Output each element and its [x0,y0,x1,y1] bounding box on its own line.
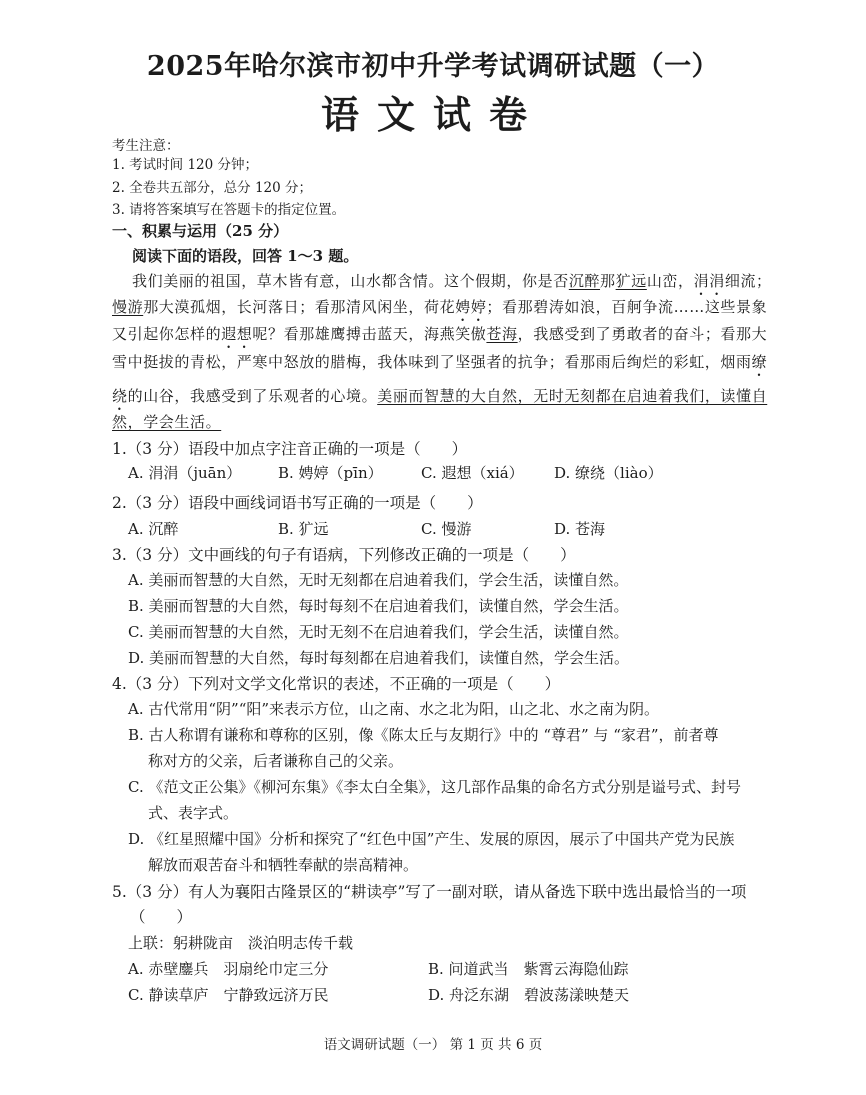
q4-option-b-line1: B. 古人称谓有谦称和尊称的区别，像《陈太丘与友期行》中的 “尊君” 与 “家君”，前者尊 [128,726,719,744]
exam-subtitle: 语文试卷 [320,92,545,137]
section-instruction: 阅读下面的语段，回答 1～3 题。 [132,247,359,265]
q4-option-c-line2: 式、表字式。 [148,804,239,822]
q1-stem: 1.（3 分）语段中加点字注音正确的一项是（ ） [112,440,468,458]
notice-item-1: 1. 考试时间 120 分钟； [112,157,259,173]
q1-option-a: A. 涓涓（juān） [128,464,242,482]
q5-answer-paren: （ ） [130,908,193,926]
q4-option-a: A. 古代常用“阴”“阳”来表示方位，山之南、水之北为阳，山之北、水之南为阴。 [128,700,660,718]
passage-line-6: 然，学会生活。 [112,413,222,431]
q4-option-b-line2: 称对方的父亲，后者谦称自己的父亲。 [148,752,404,770]
passage-line-5: 绕的山谷，我感受到了乐观者的心境。美丽而智慧的大自然，无时无刻都在启迪着我们，读懂自 [112,387,768,405]
q2-option-d: D. 苍海 [554,520,606,538]
word-liao: 缭 [751,353,768,371]
word-manyou: 慢游 [112,298,144,316]
q3-option-d: D. 美丽而智慧的大自然，每时每刻都在启迪着我们，读懂自然，学会生活。 [128,649,630,667]
q5-option-b: B. 问道武当 紫霄云海隐仙踪 [428,960,629,978]
underlined-sentence: 美丽而智慧的大自然，无时无刻都在启迪着我们，读懂自 [377,387,768,405]
word-canghai: 苍海 [486,325,518,343]
q2-option-b: B. 犷远 [278,520,329,538]
q5-upper-couplet: 上联：躬耕陇亩 淡泊明志传千载 [128,934,354,952]
passage-line-3: 又引起你怎样的遐想呢？看那雄鹰搏击蓝天，海燕笑傲苍海，我感受到了勇敢者的奋斗；看那大 [112,325,768,343]
q1-option-c: C. 遐想（xiá） [421,464,524,482]
notice-item-2: 2. 全卷共五部分，总分 120 分； [112,180,313,196]
section-heading: 一、积累与运用（25 分） [112,222,289,240]
q1-option-b: B. 娉婷（pīn） [278,464,383,482]
q1-option-d: D. 缭绕（liào） [554,464,663,482]
q5-option-c: C. 静读草庐 宁静致远济万民 [128,986,329,1004]
word-juanjuan: 涓涓 [693,272,725,290]
q2-option-c: C. 慢游 [421,520,472,538]
q3-option-b: B. 美丽而智慧的大自然，每时每刻不在启迪着我们，读懂自然，学会生活。 [128,597,629,615]
notice-item-3: 3. 请将答案填写在答题卡的指定位置。 [112,202,346,218]
q2-stem: 2.（3 分）语段中画线词语书写正确的一项是（ ） [112,494,483,512]
q3-option-a: A. 美丽而智慧的大自然，无时无刻都在启迪着我们，学会生活，读懂自然。 [128,571,629,589]
notice-heading: 考生注意： [112,138,180,154]
q5-option-d: D. 舟泛东湖 碧波荡漾映楚天 [428,986,630,1004]
word-xiaxiang: 遐想 [221,325,253,343]
exam-title: 2025年哈尔滨市初中升学考试调研试题（一） [146,51,720,82]
q5-option-a: A. 赤壁鏖兵 羽扇纶巾定三分 [128,960,329,978]
q3-option-c: C. 美丽而智慧的大自然，无时无刻不在启迪着我们，学会生活，读懂自然。 [128,623,629,641]
q4-option-d-line2: 解放而艰苦奋斗和牺牲奉献的崇高精神。 [148,856,419,874]
passage-line-4: 雪中挺拔的青松，严寒中怒放的腊梅，我体味到了坚强者的抗争；看那雨后绚烂的彩虹，烟雨缭 [112,353,768,371]
passage-line-2: 慢游那大漠孤烟，长河落日；看那清风闲坐，荷花娉婷；看那碧涛如浪，百舸争流……这些景象 [112,298,768,316]
q5-stem: 5.（3 分）有人为襄阳古隆景区的“耕读亭”写了一副对联，请从备选下联中选出最恰当的一项 [112,883,747,901]
page-footer: 语文调研试题（一） 第 1 页 共 6 页 [323,1037,543,1053]
q2-option-a: A. 沉醉 [128,520,179,538]
passage-line-1: 我们美丽的祖国，草木皆有意，山水都含情。这个假期，你是否沉醉那犷远山峦，涓涓细流； [132,272,772,290]
q3-stem: 3.（3 分）文中画线的句子有语病，下列修改正确的一项是（ ） [112,546,576,564]
word-chenzui: 沉醉 [568,272,601,290]
q4-option-c-line1: C. 《范文正公集》《柳河东集》《李太白全集》，这几部作品集的命名方式分别是谥号式、封号 [128,778,741,796]
word-pingting: 娉婷 [455,298,487,316]
q4-stem: 4.（3 分）下列对文学文化常识的表述，不正确的一项是（ ） [112,675,561,693]
word-guangyuan: 犷远 [615,272,647,290]
q4-option-d-line1: D. 《红星照耀中国》分析和探究了“红色中国”产生、发展的原因，展示了中国共产党为民族 [128,830,735,848]
